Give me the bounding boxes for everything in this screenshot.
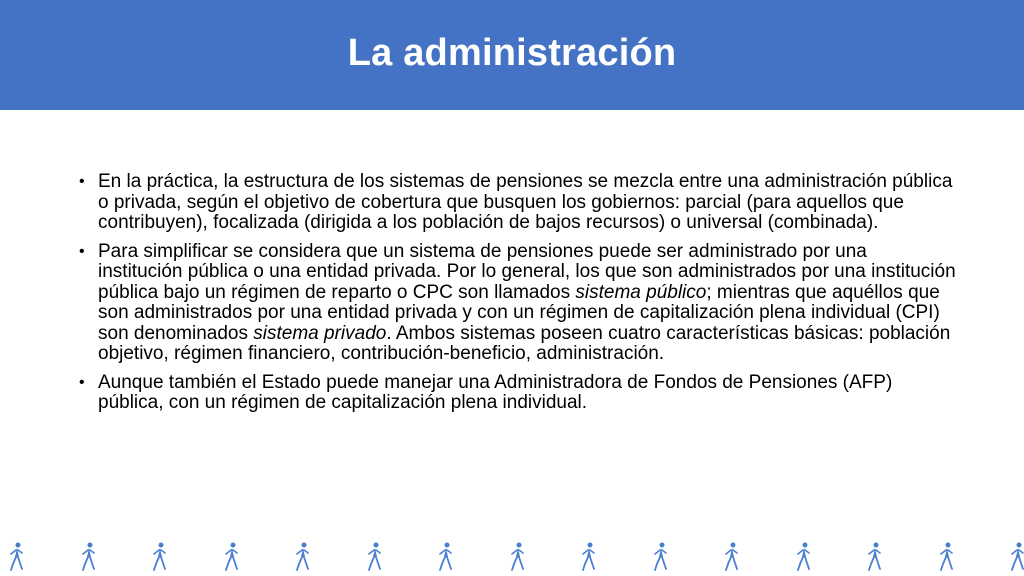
bullet-text <box>98 171 952 233</box>
runner-icon <box>940 542 954 572</box>
bullet-marker: • <box>79 242 85 260</box>
text-run: En la práctica, la estructura de los sistemas de pensiones se mezcla entre una administración pública o privada, según el objetivo de cobertura que busquen los gobiernos: parcial (para aquellos que contribuyen), focalizada (dirigida a los población de bajos recursos) o universal (combinada). <box>98 171 953 233</box>
text-run: ; mientras que aquéllos que son administrados por una entidad privada y con un régimen de capitalización plena individual (CPI) son denominados <box>98 281 940 344</box>
runner-icon <box>225 542 239 572</box>
bullet-text <box>98 372 892 414</box>
runner-icon <box>153 542 167 572</box>
bullet-item <box>76 373 956 414</box>
runner-icon <box>868 542 882 572</box>
runner-icon <box>654 542 668 572</box>
runner-icon <box>10 542 24 572</box>
runner-icon <box>439 542 453 572</box>
runner-icon <box>725 542 739 572</box>
italic-term: sistema público <box>575 281 707 303</box>
runner-icon <box>368 542 382 572</box>
runner-icon <box>82 542 96 572</box>
text-run: Aunque también el Estado puede manejar una Administradora de Fondos de Pensiones (AFP) pública, con un régimen de capitalización plena individual. <box>98 371 893 413</box>
bullet-marker: • <box>79 373 85 391</box>
bullet-item <box>76 242 956 365</box>
bullet-item <box>76 172 956 234</box>
runner-icon <box>797 542 811 572</box>
runner-icon <box>582 542 596 572</box>
runner-icon <box>511 542 525 572</box>
footer-icon-strip <box>0 536 1024 576</box>
slide-title: La administración <box>347 31 677 74</box>
slide-content <box>76 172 956 422</box>
bullet-marker: • <box>79 173 85 190</box>
italic-term: sistema privado <box>253 322 387 344</box>
text-run: . Ambos sistemas poseen cuatro características básicas: población objetivo, régimen financiero, contribución-beneficio, administración. <box>98 322 951 364</box>
title-bar <box>0 0 1024 110</box>
text-run: Para simplificar se considera que un sistema de pensiones puede ser administrado por una institución pública o una entidad privada. Por lo general, los que son administrados por una institución pública bajo un régimen de reparto o CPC son llamados <box>98 240 956 303</box>
runner-icon <box>296 542 310 572</box>
bullet-list <box>76 172 956 414</box>
bullet-text <box>98 241 956 365</box>
runner-icon <box>1011 542 1024 572</box>
